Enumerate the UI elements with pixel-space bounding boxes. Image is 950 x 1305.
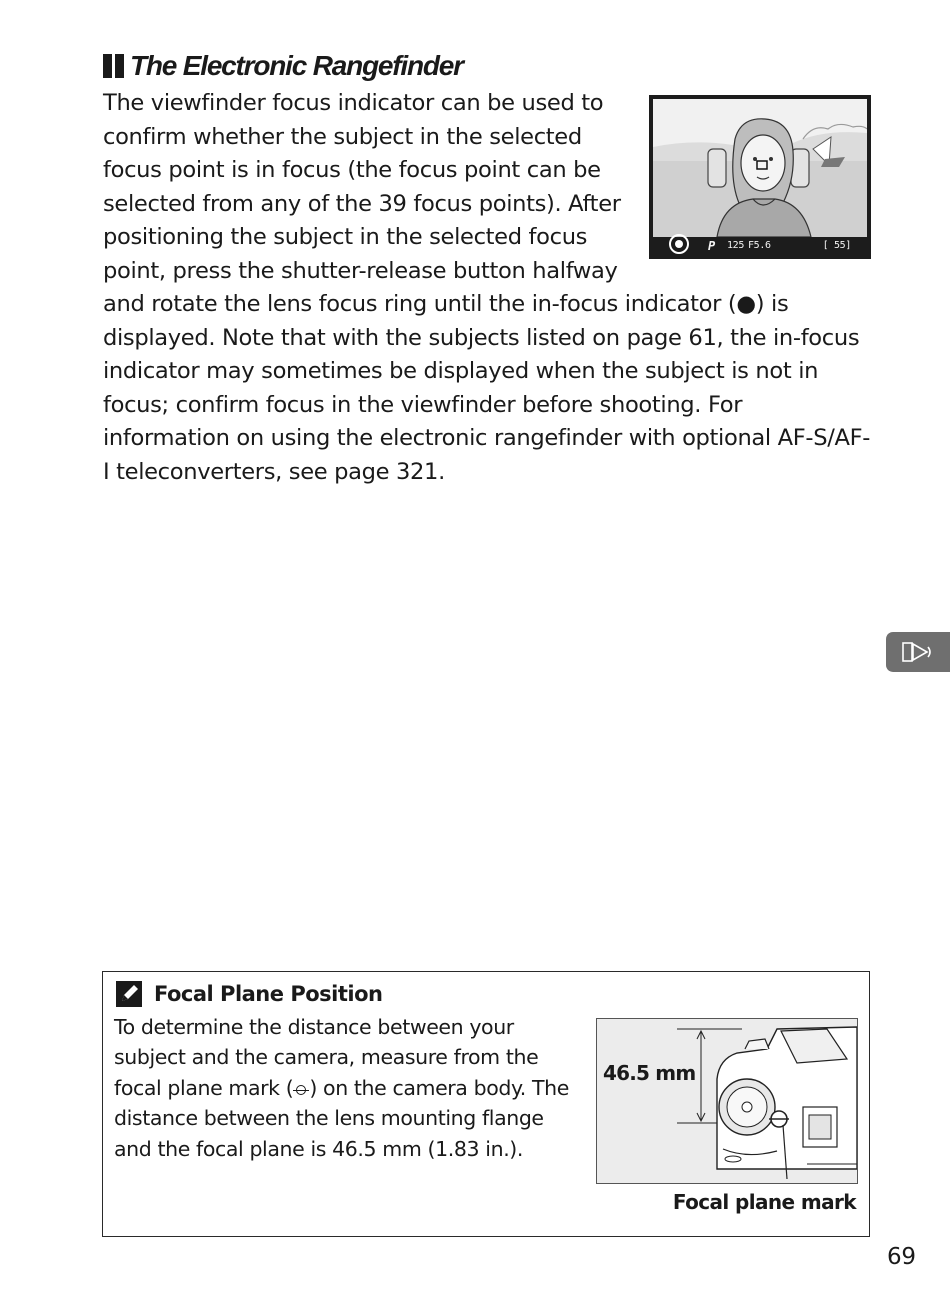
focus-indicator-icon [669, 234, 689, 254]
dimension-label: 46.5 mm [603, 1061, 696, 1085]
manual-focus-icon [901, 640, 935, 664]
section-heading [103, 46, 463, 86]
shutter-speed: 125 [727, 240, 745, 251]
note-heading [116, 980, 382, 1008]
aperture: F5.6 [748, 240, 771, 251]
page-number: 69 [887, 1244, 916, 1270]
intro-block [103, 87, 871, 489]
intro-paragraph: The viewfinder focus indicator can be used to confirm whether the subject in the selected focus point is in focus (the focus point can be selected from any of the 39 focus points). After positioning the subject in the selected focus point, press the shutter-release button halfway and rotate the lens focus ring until the in-focus indicator (●) is displayed. Note that with the subjects listed on page 61, the in-focus indicator may sometimes be displayed when the subject is not in focus; confirm focus in the viewfinder before shooting. For information on using the electronic rangefinder with optional AF-S/AF-I teleconverters, see page 321. [103, 90, 871, 485]
note-body [114, 1012, 569, 1164]
viewfinder-info-bar [653, 237, 867, 255]
note-text-part-2: ) on the camera body. The distance between the lens mounting flange and the focal plane is 46.5 mm (1.83 in.). [114, 1075, 569, 1161]
note-title: Focal Plane Position [154, 982, 383, 1006]
pencil-icon [116, 981, 142, 1007]
frames-remaining: [ 55] [822, 240, 851, 251]
exposure-mode: P [708, 239, 715, 253]
focal-plane-mark-icon [293, 1084, 309, 1096]
focal-plane-note [102, 971, 870, 1237]
note-text-part-1: To determine the distance between your subject and the camera, measure from the focal plane mark ( [114, 1015, 539, 1100]
section-title: The Electronic Rangefinder [130, 50, 463, 81]
viewfinder-illustration [649, 95, 871, 259]
figure-caption: Focal plane mark [672, 1190, 856, 1214]
chapter-tab[interactable] [886, 632, 950, 672]
camera-diagram [596, 1018, 858, 1184]
section-marker-icon [103, 54, 124, 78]
